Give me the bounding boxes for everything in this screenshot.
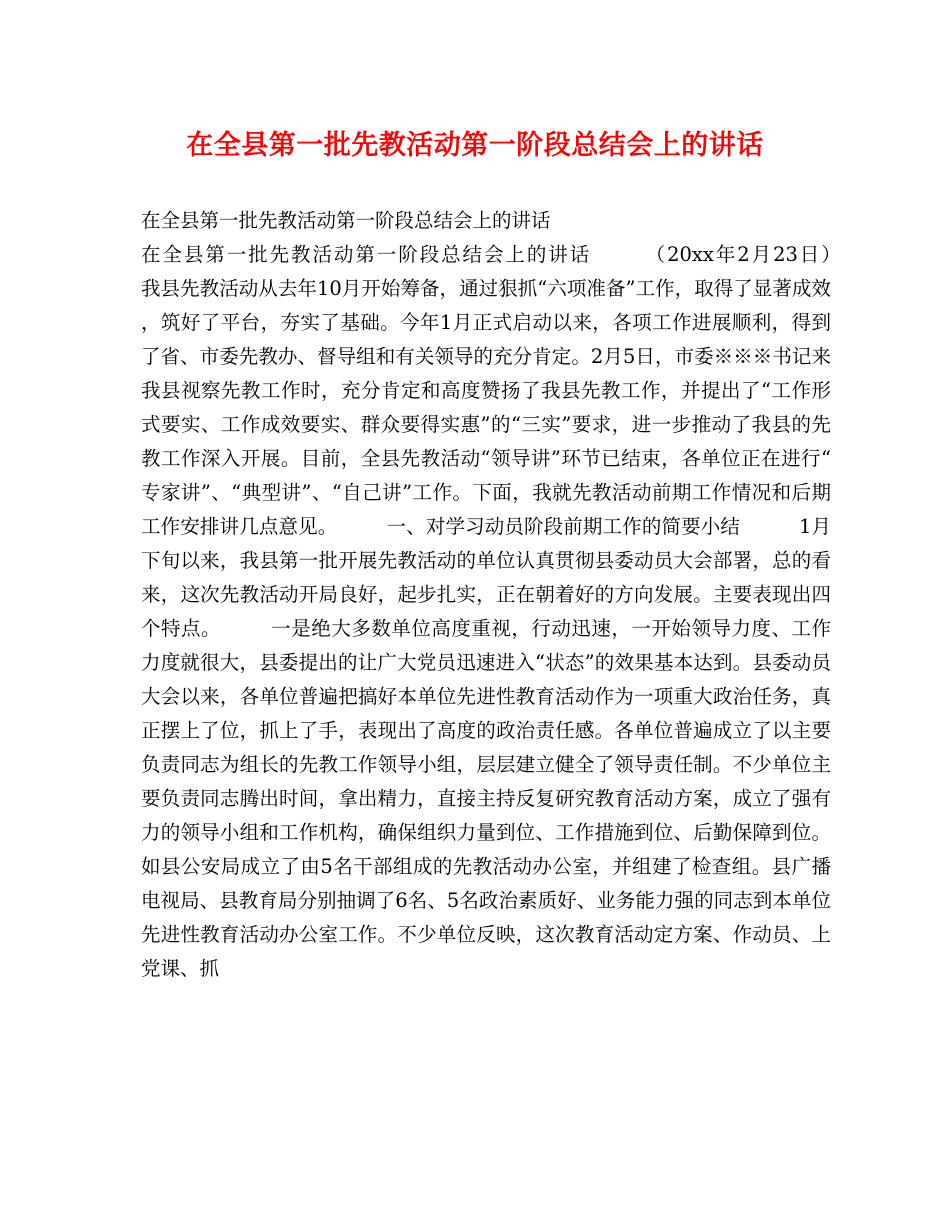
- document-subtitle: 在全县第一批先教活动第一阶段总结会上的讲话: [141, 209, 551, 232]
- document-title: 在全县第一批先教活动第一阶段总结会上的讲话: [186, 130, 764, 161]
- document-body-paragraph: 在全县第一批先教活动第一阶段总结会上的讲话 （20xx年2月23日） 我县先教活动从去年10月开始筹备，通过狠抓“六项准备”工作，取得了显著成效，筑好了平台，夯实了基础。今年1月正式启动以来，各项工作进展顺利，得到了省、市委先教办、督导组和有关领导的充分肯定。2月5日，市委※※※书记来我县视察先教工作时，充分肯定和高度赞扬了我县先教工作，并提出了“工作形式要实、工作成效要实、群众要得实惠”的“三实”要求，进一步推动了我县的先教工作深入开展。目前，全县先教活动“领导讲”环节已结束，各单位正在进行“专家讲”、“典型讲”、“自己讲”工作。下面，我就先教活动前期工作情况和后期工作安排讲几点意见。 一、对学习动员阶段前期工作的简要小结 1月下旬以来，我县第一批开展先教活动的单位认真贯彻县委动员大会部署，总的看来，这次先教活动开局良好，起步扎实，正在朝着好的方向发展。主要表现出四个特点。 一是绝大多数单位高度重视，行动迅速，一开始领导力度、工作力度就很大，县委提出的让广大党员迅速进入“状态”的效果基本达到。县委动员大会以来，各单位普遍把搞好本单位先进性教育活动作为一项重大政治任务，真正摆上了位，抓上了手，表现出了高度的政治责任感。各单位普遍成立了以主要负责同志为组长的先教工作领导小组，层层建立健全了领导责任制。不少单位主要负责同志腾出时间，拿出精力，直接主持反复研究教育活动方案，成立了强有力的领导小组和工作机构，确保组织力量到位、工作措施到位、后勤保障到位。如县公安局成立了由5名干部组成的先教活动办公室，并组建了检查组。县广播电视局、县教育局分别抽调了6名、5名政治素质好、业务能力强的同志到本单位先进性教育活动办公室工作。不少单位反映，这次教育活动定方案、作动员、上党课、抓: [141, 243, 890, 980]
